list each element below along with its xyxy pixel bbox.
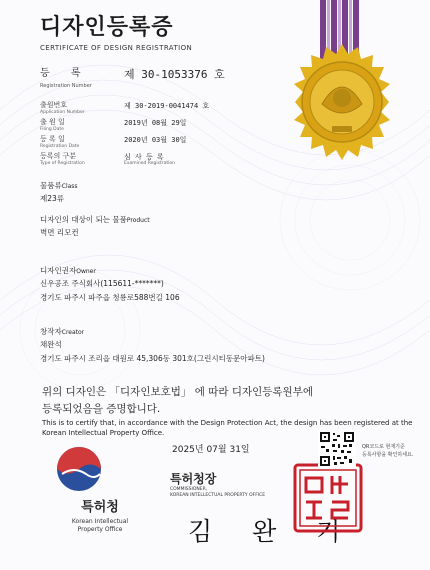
registration-date-label: 등 록 일 xyxy=(40,135,65,143)
gold-seal-icon xyxy=(282,42,402,162)
signature: 김 완 기 xyxy=(188,517,357,546)
document-title: 디자인등록증 xyxy=(40,15,174,40)
class-value: 제23류 xyxy=(40,194,65,203)
qr-note: QR코드로 현재기준 등록사항을 확인하세요. xyxy=(362,444,414,458)
registration-date-label-en: Registration Date xyxy=(40,144,80,149)
registration-type-value: 심 사 등 록 xyxy=(124,153,164,161)
filing-date-label-en: Filing Date xyxy=(40,127,64,132)
kipo-logo-name-en: Korean Intellectual Property Office xyxy=(71,518,129,533)
creator-address: 경기도 파주시 조리읍 대원로 45,306동 301호(그린시티동문아파트) xyxy=(40,354,265,363)
official-seal-icon xyxy=(292,462,364,534)
product-label: 디자인의 대상이 되는 물품Product xyxy=(40,215,150,224)
product-value: 벽면 리모컨 xyxy=(40,228,79,237)
kipo-logo-icon xyxy=(54,444,104,494)
filing-date-label: 출 원 일 xyxy=(40,118,65,126)
creator-label: 창작자Creator xyxy=(40,327,85,336)
owner-label: 디자인권자Owner xyxy=(40,266,96,275)
registration-number: 제 30-1053376 호 xyxy=(124,68,225,81)
creator-name: 채완석 xyxy=(40,340,62,349)
application-number-label: 출원번호 xyxy=(40,101,68,109)
document-subtitle: CERTIFICATE OF DESIGN REGISTRATION xyxy=(40,44,193,52)
issuer-name: 특허청장 xyxy=(170,472,217,486)
kipo-logo-name: 특허청 xyxy=(81,500,119,515)
registration-date-value: 2020년 03월 30일 xyxy=(124,136,187,144)
owner-address: 경기도 파주시 파주읍 청룡로588번길 106 xyxy=(40,293,180,302)
application-number-value: 제 30-2019-0041474 호 xyxy=(124,102,210,110)
statement-line-2: 등록되었음을 증명합니다. xyxy=(42,403,161,415)
owner-name: 신우공조 주식회사(115611-*******) xyxy=(40,279,164,288)
registration-type-value-en: Examined Registration xyxy=(124,161,175,166)
filing-date-value: 2019년 08월 29일 xyxy=(124,119,187,127)
qr-code-icon xyxy=(318,430,356,468)
registration-type-label-en: Type of Registration xyxy=(40,161,85,166)
registration-label-en: Registration Number xyxy=(40,83,92,89)
certification-statement xyxy=(42,384,313,418)
certification-statement-en: This is to certify that, in accordance with the Design Protection Act, the design has been registered at the Korean Intellectual Property Office. xyxy=(42,419,413,437)
registration-type-label: 등록의 구분 xyxy=(40,152,77,160)
issuer-name-en: COMMISSIONER, KOREAN INTELLECTUAL PROPERTY OFFICE xyxy=(170,487,266,498)
registration-label: 등 록 xyxy=(40,68,90,79)
class-label: 물품류Class xyxy=(40,181,78,190)
issue-date: 2025년 07월 31일 xyxy=(172,445,250,455)
application-number-label-en: Application Number xyxy=(40,110,85,115)
statement-line-1: 위의 디자인은 「디자인보호법」 에 따라 디자인등록원부에 xyxy=(42,386,313,398)
